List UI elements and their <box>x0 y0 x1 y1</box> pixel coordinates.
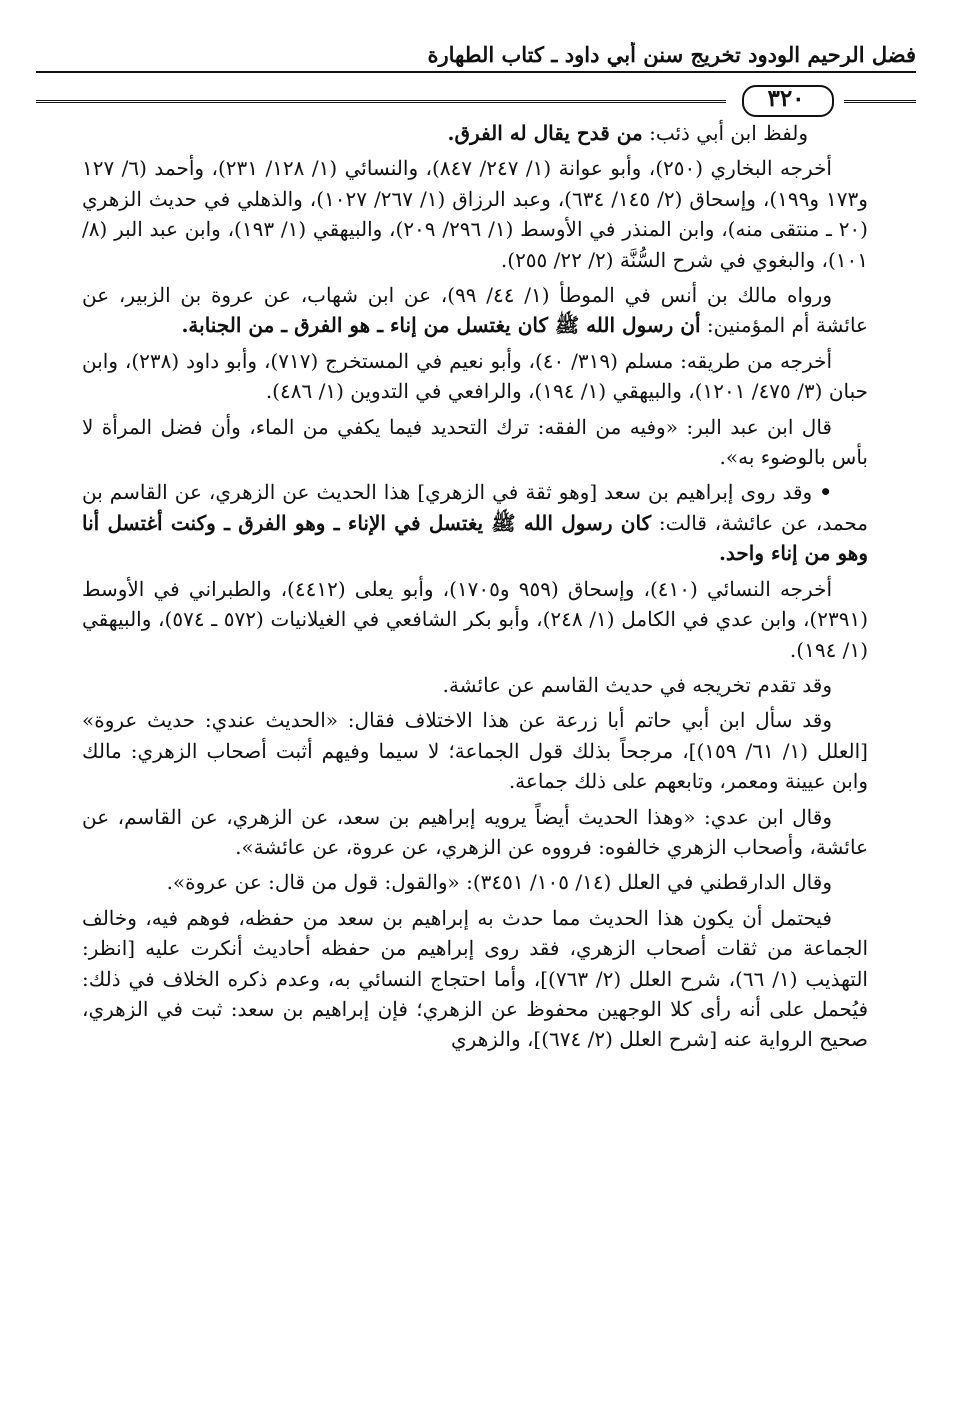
paragraph-12: فيحتمل أن يكون هذا الحديث مما حدث به إبراهيم بن سعد من حفظه، فوهم فيه، وخالف الجماعة من ثقات أصحاب الزهري، فقد روى إبراهيم من حفظه أحاديث أنكرت عليه [انظر: التهذيب (١/ ٦٦)، شرح العلل (٢/ ٧٦٣)]، وأما احتجاج النسائي به، وعدم ذكره الخلاف في ذلك: فيُحمل على أنه رأى كلا الوجهين محفوظ عن الزهري؛ فإن إبراهيم بن سعد: ثبت في الزهري، صحيح الرواية عنه [شرح العلل (٢/ ٦٧٤)]، والزهري <box>82 905 869 1052</box>
running-title: فضل الرحيم الودود تخريج سنن أبي داود ـ كتاب الطهارة <box>427 42 916 67</box>
paragraph-2: أخرجه البخاري (٢٥٠)، وأبو عوانة (١/ ٢٤٧/ ٨٤٧)، والنسائي (١/ ١٢٨/ ٢٣١)، وأحمد (٦/ ١٢٧ و١٧٣ و١٩٩)، وإسحاق (٢/ ١٤٥/ ٦٣٤)، وعبد الرزاق (١/ ٢٦٧/ ١٠٢٧)، والذهلي في حديث الزهري (٢٠ ـ منتقى منه)، وابن المنذر في الأوسط (١/ ٢٩٦/ ٢٠٩)، والبيهقي (١/ ١٩٣)، وابن عبد البر (٨/ ١٠١)، والبغوي في شرح السُّنَّة (٢/ ٢٢/ ٢٥٥). <box>82 156 868 272</box>
page-header <box>36 28 916 112</box>
paragraph-4: أخرجه من طريقه: مسلم (٣١٩/ ٤٠)، وأبو نعيم في المستخرج (٧١٧)، وأبو داود (٢٣٨)، وابن حبان (٣/ ٤٧٥/ ١٢٠١)، والبيهقي (١/ ١٩٤)، والرافعي في التدوين (١/ ٤٨٦). <box>82 348 868 404</box>
paragraph-8: وقد تقدم تخريجه في حديث القاسم عن عائشة. <box>442 672 832 697</box>
paragraph-5: قال ابن عبد البر: «وفيه من الفقه: ترك التحديد فيما يكفي من الماء، وأن فضل المرأة لا بأس بالوضوء به». <box>82 414 868 470</box>
paragraph-3: ورواه مالك بن أنس في الموطأ (١/ ٤٤/ ٩٩)، عن ابن شهاب، عن عروة بن الزبير، عن عائشة أم المؤمنين: أن رسول الله ﷺ كان يغتسل من إناء ـ هو الفرق ـ من الجنابة. <box>82 283 868 338</box>
bullet-icon: • <box>819 480 832 505</box>
double-rule-right <box>844 100 916 103</box>
page-body <box>82 118 868 1060</box>
page-number-badge <box>736 82 836 116</box>
page-number: ٣٢٠ <box>767 85 805 112</box>
paragraph-1: ولفظ ابن أبي ذئب: من قدح يقال له الفرق. <box>447 121 808 145</box>
double-rule-left <box>36 100 726 103</box>
header-rule <box>36 71 916 73</box>
paragraph-9: وقد سأل ابن أبي حاتم أبا زرعة عن هذا الاختلاف فقال: «الحديث عندي: حديث عروة» [العلل (١/ ٦١/ ١٥٩)]، مرجحاً بذلك قول الجماعة؛ لا سيما وفيهم أثبت أصحاب الزهري: مالك وابن عيينة ومعمر، وتابعهم على ذلك جماعة. <box>82 708 868 794</box>
paragraph-7: أخرجه النسائي (٤١٠)، وإسحاق (٩٥٩ و١٧٠٥)، وأبو يعلى (٤٤١٢)، والطبراني في الأوسط (٢٣٩١)، وابن عدي في الكامل (١/ ٢٤٨)، وأبو بكر الشافعي في الغيلانيات (٥٧٢ ـ ٥٧٤)، والبيهقي (١/ ١٩٤). <box>82 576 868 662</box>
paragraph-11: وقال الدارقطني في العلل (١٤/ ١٠٥/ ٣٤٥١): «والقول: قول من قال: عن عروة». <box>166 870 832 895</box>
paragraph-6: • وقد روى إبراهيم بن سعد [وهو ثقة في الزهري] هذا الحديث عن الزهري، عن القاسم بن محمد، عن عائشة، قالت: كان رسول الله ﷺ يغتسل في الإناء ـ وهو الفرق ـ وكنت أغتسل أنا وهو من إناء واحد. <box>82 480 869 566</box>
paragraph-10: وقال ابن عدي: «وهذا الحديث أيضاً يرويه إبراهيم بن سعد، عن الزهري، عن القاسم، عن عائشة، وأصحاب الزهري خالفوه: فرووه عن الزهري، عن عروة، عن عائشة». <box>82 804 868 859</box>
